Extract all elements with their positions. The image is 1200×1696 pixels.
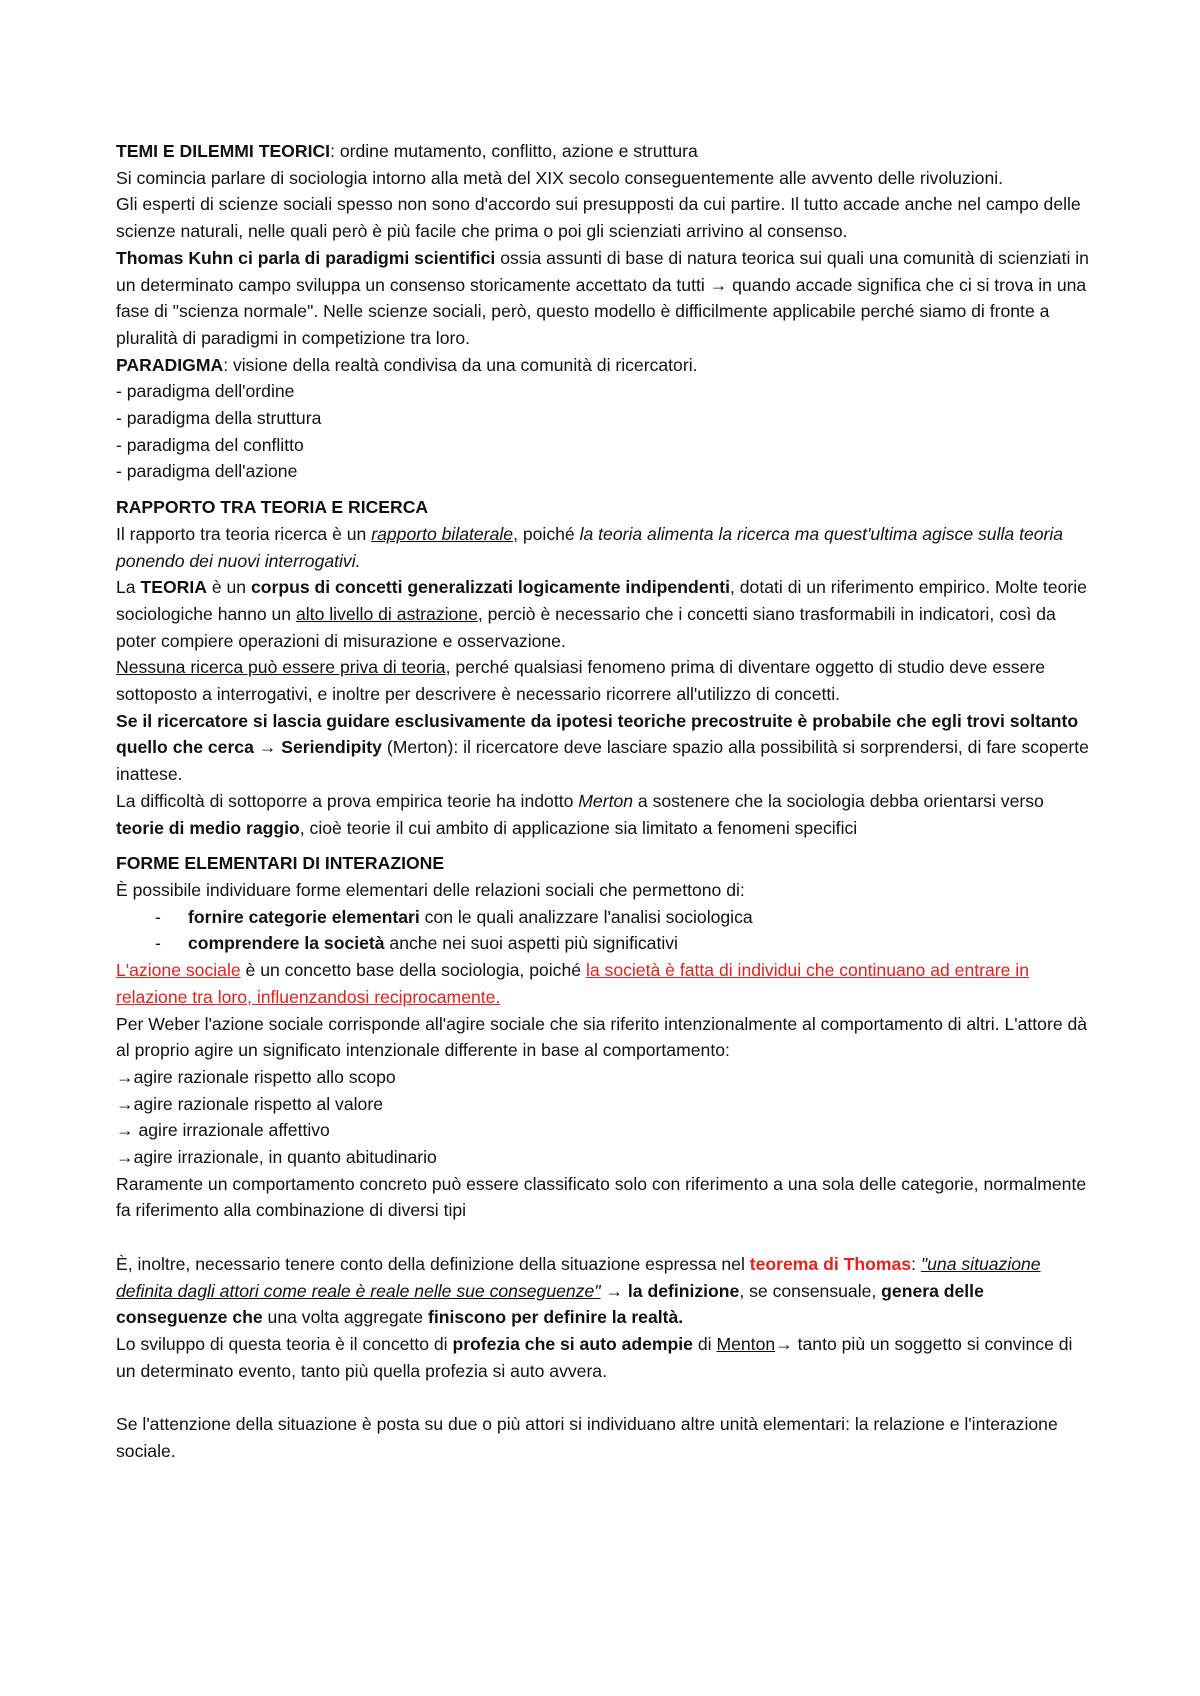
text: La difficoltà di sottoporre a prova empirica teorie ha indotto xyxy=(116,790,579,811)
text: anche nei suoi aspetti più significativi xyxy=(384,933,678,954)
paragraph: Se l'attenzione della situazione è posta su due o più attori si individuano altre unità elementari: la relazione e l'interazione sociale. xyxy=(116,1414,1058,1461)
section-3-title: FORME ELEMENTARI DI INTERAZIONE xyxy=(116,853,445,874)
list-item: - paradigma dell'azione xyxy=(116,461,298,482)
paragraph xyxy=(116,654,1096,707)
highlighted-bold-text: teorema di Thomas xyxy=(749,1253,912,1274)
paragraph: Si comincia parlare di sociologia intorno alla metà del XIX secolo conseguentemente alle avvento delle rivoluzioni. xyxy=(116,167,1004,188)
text: Lo sviluppo di questa teoria è il concetto di xyxy=(116,1333,453,1354)
section-1-title: TEMI E DILEMMI TEORICI xyxy=(116,141,331,161)
section-1-subtitle: : ordine mutamento, conflitto, azione e struttura xyxy=(330,141,698,161)
text: : visione della realtà condivisa da una comunità di ricercatori. xyxy=(223,354,698,375)
bold-text: teorie di medio raggio xyxy=(116,817,300,838)
bold-text: Thomas Kuhn ci parla di paradigmi scientifici xyxy=(116,247,496,268)
section-2-heading xyxy=(116,494,1096,521)
italic-text: Merton xyxy=(578,790,634,811)
section-1-heading-line xyxy=(116,138,1096,165)
text: è un xyxy=(206,577,251,598)
bold-text: corpus di concetti generalizzati logicamente indipendenti xyxy=(250,577,730,598)
underlined-text: Menton xyxy=(716,1333,776,1354)
bold-text: comprendere la società xyxy=(188,933,385,954)
bold-text: profezia che si auto adempie xyxy=(452,1333,693,1354)
underlined-text: alto livello di astrazione xyxy=(295,603,478,624)
list-item: - paradigma della struttura xyxy=(116,408,322,429)
text: → xyxy=(600,1280,628,1301)
bullet-item xyxy=(116,904,1096,931)
text: con le quali analizzare l'analisi sociologica xyxy=(419,906,753,927)
text: , poiché xyxy=(513,523,580,544)
text: a sostenere che la sociologia debba orientarsi verso xyxy=(633,790,1044,811)
paragraph: È possibile individuare forme elementari delle relazioni sociali che permettono di: xyxy=(116,879,745,900)
arrow-item: → agire irrazionale affettivo xyxy=(116,1120,330,1141)
text: Il rapporto tra teoria ricerca è un xyxy=(116,523,372,544)
text: una volta aggregate xyxy=(262,1307,428,1328)
paragraph xyxy=(116,574,1096,654)
list-item: - paradigma dell'ordine xyxy=(116,381,295,402)
list-item: - paradigma del conflitto xyxy=(116,434,304,455)
bold-text: TEORIA xyxy=(140,577,207,598)
highlighted-text: la società è fatta di individui che continuano ad entrare in relazione tra loro, influenzandosi reciprocamente. xyxy=(116,960,1030,1007)
bold-text: PARADIGMA xyxy=(116,354,224,375)
text: di xyxy=(692,1333,717,1354)
paragraph xyxy=(116,1251,1096,1331)
document-body xyxy=(116,138,1096,1464)
bold-text: fornire categorie elementari xyxy=(188,906,420,927)
paragraph: Gli esperti di scienze sociali spesso non sono d'accordo sui presupposti da cui partire. Il tutto accade anche nel campo delle scienze naturali, nelle quali però è più facile che prima o poi gli scienziati arrivino al consenso. xyxy=(116,194,1081,242)
bold-text: Se il ricercatore si lascia guidare esclusivamente da ipotesi teoriche precostruite è probabile che egli trovi soltanto quello che cerca → Seriendipity xyxy=(116,710,1079,758)
section-3-heading xyxy=(116,850,1096,877)
bold-text: la definizione xyxy=(627,1280,740,1301)
bullet-item xyxy=(116,930,1096,957)
underlined-text: rapporto bilaterale xyxy=(371,523,514,544)
text: ossia assunti di base di natura teorica sui quali una comunità di scienziati in un determinato campo sviluppa un consenso storicamente accettato da tutti → quando accade significa che ci si trova in una fase di "scienza normale". Nelle scienze sociali, però, questo modello è difficilmente applicabile perché siamo di fronte a pluralità di paradigmi in competizione tra loro. xyxy=(116,247,1089,348)
paragraph xyxy=(116,957,1096,1010)
paragraph xyxy=(116,521,1096,574)
arrow-item: →agire razionale rispetto allo scopo xyxy=(116,1066,396,1087)
bold-text: finiscono per definire la realtà. xyxy=(427,1307,684,1328)
text: È, inoltre, necessario tenere conto della definizione della situazione espressa nel xyxy=(116,1253,750,1274)
paragraph xyxy=(116,788,1096,841)
highlighted-text: L'azione sociale xyxy=(116,960,241,981)
underlined-quote: "una situazione definita dagli attori come reale è reale nelle sue conseguenze" xyxy=(116,1253,1041,1301)
arrow-item: →agire razionale rispetto al valore xyxy=(116,1093,383,1114)
bullet-list xyxy=(116,904,1096,957)
text: , dotati di un riferimento empirico. Molte teorie sociologiche hanno un xyxy=(116,577,1087,624)
bullet-dash: - xyxy=(155,933,161,954)
underlined-text: Nessuna ricerca può essere priva di teoria xyxy=(116,657,446,678)
bullet-dash: - xyxy=(155,906,161,927)
text: , perché qualsiasi fenomeno prima di diventare oggetto di studio deve essere sottoposto a interrogativi, e inoltre per descrivere è necessario ricorrere all'utilizzo di concetti. xyxy=(116,657,1046,705)
paragraph xyxy=(116,352,1096,379)
paragraph xyxy=(116,708,1096,788)
text: , cioè teorie il cui ambito di applicazione sia limitato a fenomeni specifici xyxy=(299,817,858,838)
italic-text: la teoria alimenta la ricerca ma quest'ultima agisce sulla teoria ponendo dei nuovi interrogativi. xyxy=(116,523,1064,571)
paragraph: Raramente un comportamento concreto può essere classificato solo con riferimento a una sola delle categorie, normalmente fa riferimento alla combinazione di diversi tipi xyxy=(116,1173,1087,1221)
text: (Merton): il ricercatore deve lasciare spazio alla possibilità si sorprendersi, di fare scoperte inattese. xyxy=(116,737,1089,785)
text: , se consensuale, xyxy=(739,1280,882,1301)
text: La xyxy=(116,577,141,598)
bold-text: genera delle conseguenze che xyxy=(116,1280,984,1328)
text: , perciò è necessario che i concetti siano trasformabili in indicatori, così da poter compiere operazioni di misurazione e osservazione. xyxy=(116,603,1056,651)
paragraph xyxy=(116,1331,1096,1384)
paragraph xyxy=(116,245,1096,352)
arrow-item: →agire irrazionale, in quanto abitudinario xyxy=(116,1147,437,1168)
paragraph: Per Weber l'azione sociale corrisponde all'agire sociale che sia riferito intenzionalmente al comportamento di altri. L'attore dà al proprio agire un significato intenzionale differente in base al comportamento: xyxy=(116,1013,1088,1061)
section-2-title: RAPPORTO TRA TEORIA E RICERCA xyxy=(116,497,429,518)
text: → tanto più un soggetto si convince di un determinato evento, tanto più quella profezia si auto avvera. xyxy=(116,1333,1073,1381)
text: : xyxy=(911,1253,921,1274)
text: è un concetto base della sociologia, poiché xyxy=(240,960,586,981)
